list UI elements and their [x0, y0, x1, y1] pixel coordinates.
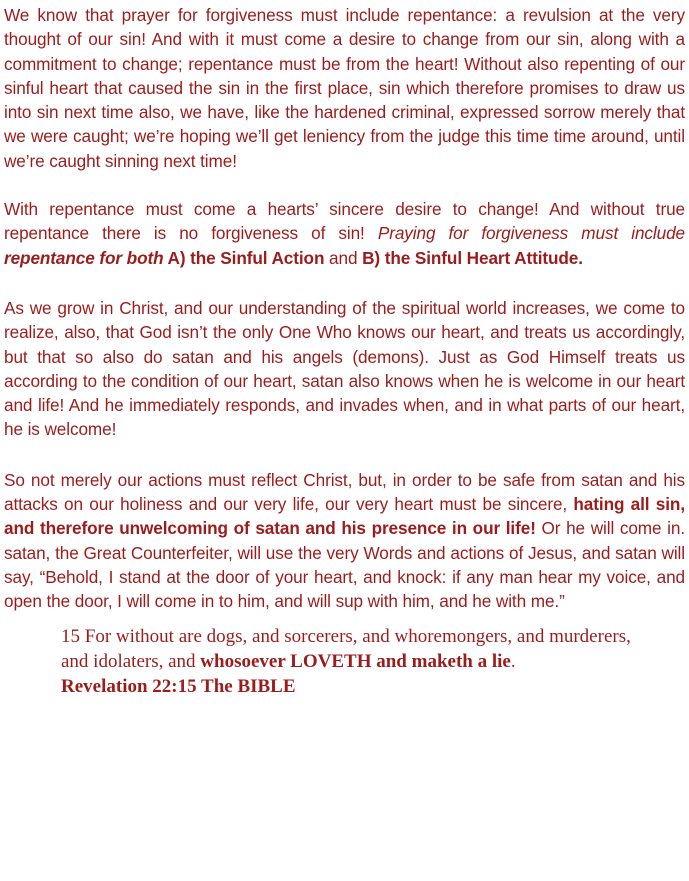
- bold-italic-text: repentance for both: [4, 247, 164, 268]
- paragraph-text: and: [324, 247, 363, 268]
- quote-text: 15 For without are dogs, and sorcerers, and whoremongers, and murderers, and idolaters, and: [61, 625, 631, 672]
- paragraph-spiritual-world: As we grow in Christ, and our understanding of the spiritual world increases, we come to realize, also, that God isn’t the only One Who knows our heart, and treats us accordingly, but that so also do satan and his angels (demons). Just as God Himself treats us according to the condition of our heart, satan also knows when he is welcome in our heart and life! And he immediately responds, and invades when, and in what parts of our heart, he is welcome!: [4, 297, 685, 440]
- paragraph-text: Or he will come in. satan, the Great Counterfeiter, will use the very Words and actions of Jesus, and satan will say, “Behold, I stand at the door of your heart, and knock: if any man hear my voice, and open the door, I will come in to him, and will sup with him, and he with me.”: [4, 518, 686, 612]
- quote-citation: Revelation 22:15 The BIBLE: [61, 675, 296, 697]
- italic-text: Praying for forgiveness must include: [377, 223, 685, 244]
- bold-text-sinful-heart: B) the Sinful Heart Attitude.: [362, 247, 583, 268]
- paragraph-spacer: [4, 442, 685, 468]
- quote-bold-text: whosoever LOVETH and maketh a lie: [200, 650, 511, 672]
- scripture-quote: [61, 624, 651, 699]
- paragraph-text: With repentance must come a hearts’ sincere desire to change! And without true repentance there is no forgiveness of sin!: [4, 199, 685, 244]
- quote-end: .: [510, 650, 516, 672]
- paragraph-sincere-desire: [4, 197, 685, 270]
- bold-text-hating-sin: hating all sin, and therefore unwelcoming of satan and his presence in our life!: [4, 494, 685, 539]
- bold-text-sinful-action: A) the Sinful Action: [163, 247, 325, 268]
- paragraph-spacer: [4, 173, 685, 197]
- paragraph-reflect-christ: [4, 468, 685, 614]
- paragraph-spacer: [4, 270, 685, 296]
- paragraph-text: So not merely our actions must reflect Christ, but, in order to be safe from satan and his attacks on our holiness and our very life, our very heart must be sincere,: [4, 469, 685, 515]
- paragraph-repentance: We know that prayer for forgiveness must include repentance: a revulsion at the very thought of our sin! And with it must come a desire to change from our sin, along with a commitment to change; repentance must be from the heart! Without also repenting of our sinful heart that caused the sin in the first place, sin which therefore promises to draw us into sin next time also, we have, like the hardened criminal, expressed sorrow merely that we were caught; we’re hoping we’ll get leniency from the judge this time time around, until we’re caught sinning next time!: [4, 5, 685, 171]
